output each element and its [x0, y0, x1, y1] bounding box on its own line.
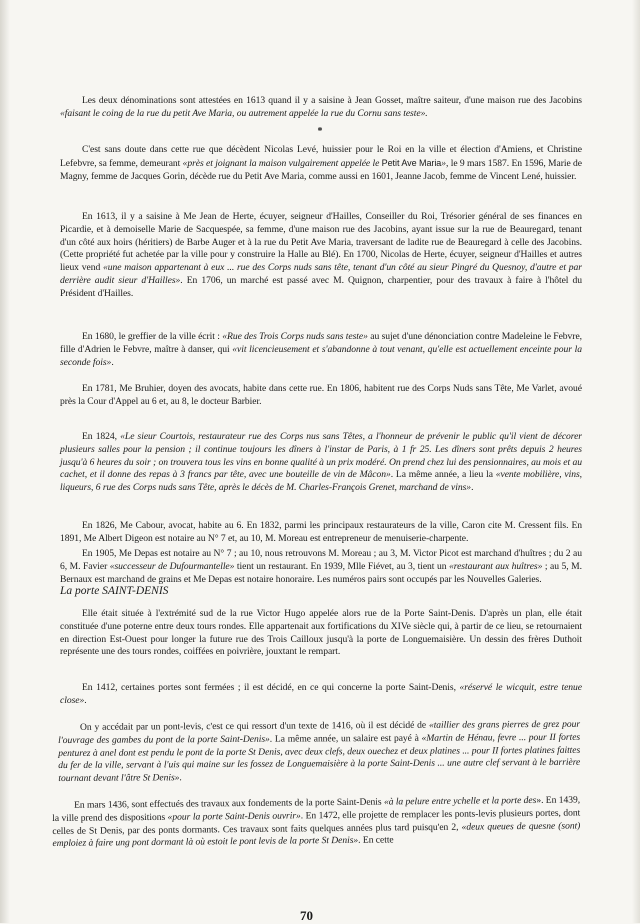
paragraph-text: En mars 1436, sont effectués des travaux aux fondements de la porte Saint-Denis — [73, 796, 384, 811]
paragraph-1 — [60, 95, 582, 121]
paragraph-text: Les deux dénominations sont attestées en 1613 quand il y a saisine à Jean Gosset, maître saiteur, d'une maison rue des Jacobins — [82, 95, 582, 106]
quotation: «pour la porte Saint-Denis ouvrir» — [167, 810, 301, 823]
paragraph-text: En 1905, Me Depas est notaire au N° 7 ; au 10, nous retrouvons M. Moreau ; au 3, M. Victor Picot est marchand d'huîtres ; du 2 au 6, M. Favier — [60, 548, 582, 572]
paragraph-text: Elle était située à l'extrémité sud de la rue Victor Hugo appelée alors rue de la Porte Saint-Denis. D'après un plan, elle était constituée d'une poterne entre deux tours rondes. Elle appartenait aux fortifications du XIVe siècle qui, à partir de ce lieu, se retournaient en direction Est-Ouest pour longer la future rue des Trois Cailloux jusqu'à la porte de Longuemaisière. Un dessin des frères Duthoit représente une des tours rondes, coiffées en poivrière, jouxtant le rempart. — [60, 608, 582, 658]
paragraph-text: au sujet d'une dénonciation contre Madeleine le Febvre, fille d'Adrien le Febvre, maître à danser, qui — [60, 331, 582, 355]
paragraph-text: En 1826, Me Cabour, avocat, habite au 6. En 1832, parmi les principaux restaurateurs de la ville, Caron cite M. Cressent fils. En 1891, Me Albert Digeon est notaire au N° 7 et, au 10, M. Moreau est entrepreneur de menuiserie-charpente. — [60, 520, 582, 544]
paragraph-text: , le 9 mars 1587. En 1596, Marie de Magny, femme de Jacques Gorin, décède rue du Petit Ave Maria, comme aussi en 1601, Jeanne Jacob, femme de Vincent Lené, huissier. — [60, 157, 583, 182]
section-separator: * — [317, 126, 323, 137]
paragraph-text: . En 1472, elle projette de remplacer les ponts-levis plusieurs portes, dont celles de St Denis, par des ponts dormants. Ces travaux sont faits quelques années plus tard puisqu'en 2, — [52, 807, 581, 837]
paragraph-text: En 1412, certaines portes sont fermées ; il est décidé, en ce qui concerne la porte Saint-Denis, — [82, 682, 460, 693]
paragraph-text: . En 1706, un marché est passé avec M. Quignon, charpentier, pour des travaux à faire à l'hôtel du Président d'Hailles. — [60, 274, 582, 299]
paragraph-text: . La même année, a lieu la — [390, 469, 496, 481]
quotation: «restaurant aux huîtres» — [449, 560, 543, 572]
quotation: «vente mobilière, vins, liqueurs, 6 rue des Corps nuds sans Tête, après le décès de M. Charles-François Grenet, marchand de vins» — [60, 469, 583, 494]
paragraph-text: . En cette — [358, 834, 394, 847]
paragraph-10 — [60, 682, 582, 708]
paragraph-2 — [60, 144, 582, 183]
paragraph-text: . — [111, 356, 114, 368]
paragraph-text: tient un restaurant. En 1939, Mlle Fiévet, au 3, tient un — [234, 560, 449, 572]
quotation: «deux queues de quesne (sont) emploiez à faire ung pont dormant là où estoit le pont levis de la porte St Denis» — [52, 820, 581, 850]
paragraph-text: En 1781, Me Bruhier, doyen des avocats, habite dans cette rue. En 1806, habitent rue des Corps Nuds sans Tête, Me Varlet, avoué près la Cour d'Appel au 6 et, au 8, le docteur Barbier. — [60, 383, 582, 407]
paragraph-text: . — [179, 772, 182, 784]
paragraph-text: En 1613, il y a saisine à Me Jean de Herte, écuyer, seigneur d'Hailles, Conseiller du Roi, Trésorier général de ses finances en Picardie, et à demoiselle Marie de Sacquespée, sa femme, d'une maison rue des Jacobins, ayant issue sur la rue de Beauregard, tenant d'un côté aux hoirs (héritiers) de Barbe Auger et à la rue du Petit Ave Maria, traversant de ladite rue de Beauregard à celle des Jacobins. (Cette propriété fut achetée par la ville pour y construire la Halle au Blé). En 1700, Nicolas de Herte, écuyer, seigneur d'Hailles et autres lieux vend — [60, 211, 582, 274]
quotation: «réservé le wicquit, estre tenue close» — [60, 682, 583, 706]
paragraph-text: ». En 1439, la ville prend des dispositions — [52, 794, 581, 824]
quotation: «une maison appartenant à eux ... rue des Corps nuds sans tête, tenant d'un côté au sieur Pingré du Quesnoy, d'autre et par derrière audit sieur d'Hailles» — [60, 262, 582, 286]
paragraph-text: ; au 5, M. Bernaux est marchand de grains et Me Depas est notaire honoraire. Les numéros pairs sont occupés par les Nouvelles Galeries. — [60, 560, 582, 585]
paragraph-text: En 1680, le greffier de la ville écrit : — [82, 331, 223, 342]
paragraph-8 — [60, 548, 582, 586]
paragraph-5 — [60, 383, 582, 409]
quotation: «successeur de Dufourmantelle» — [109, 560, 235, 572]
quotation: «faisant le coing de la rue du petit Ave Maria, ou autrement appelée la rue du Cornu sans teste». — [60, 107, 428, 119]
page-number: 70 — [300, 908, 313, 923]
quotation: «Le sieur Courtois, restaurateur rue des Corps nus sans Têtes, a l'honneur de prévenir le public qu'il vient de décorer plusieurs salles pour la pension ; il continue toujours les dîners à l'instar de Paris, à 1 fr 25. Les dîners sont prêts depuis 2 heures jusqu'à 6 heures du soir ; on trouvera tous les vins en bonne qualité à un prix modéré. On prend chez lui des pensionnaires, au mois et au cachet, et il donne des repas à 3 francs par tête, avec une bouteille de vin de Mâcon» — [60, 431, 582, 481]
quotation: «taillier des grans pierres de grez pour l'ouvrage des gambes du pont de la porte Saint-Denis» — [58, 718, 581, 746]
paragraph-4 — [60, 331, 582, 369]
quotation: «Martin de Hénau, fevre ... pour II fortes penturez à anel dont est pendu le pont de la porte St Denis, avec deux clefs, deux ouechez et deux platines ... pour II fortes platines faittes du fer de la ville, servant à l'uis qui maine sur les fossez de Longuemaisière à la porte Saint-Denis ... une autre clef servant à le barrière tournant devant l'âtre St Denis» — [58, 731, 581, 785]
section-heading: La porte SAINT-DENIS — [60, 585, 169, 597]
paragraph-12 — [52, 794, 581, 851]
quotation: «Rue des Trois Corps nuds sans teste» — [222, 331, 368, 342]
paragraph-text: . — [471, 482, 474, 494]
paragraph-9 — [60, 608, 582, 659]
place-name: Petit Ave Maria — [381, 157, 442, 168]
quotation-end: » — [441, 157, 447, 169]
paragraph-3 — [60, 211, 582, 301]
paragraph-6 — [60, 431, 582, 495]
paragraph-7 — [60, 520, 582, 546]
paragraph-text: . La même année, un salaire est payé à — [269, 732, 422, 745]
paragraph-text: . — [84, 694, 87, 706]
paragraph-text: C'est sans doute dans cette rue que décèdent Nicolas Levé, huissier pour le Roi en la ville et élection d'Amiens, et Christine Lefebvre, sa femme, demeurant — [60, 144, 582, 169]
quotation: «près et joignant la maison vulgairement appelée le — [182, 157, 382, 169]
paragraph-text: On y accédait par un pont-levis, c'est ce qui ressort d'un texte de 1416, où il est décidé de — [79, 719, 429, 733]
paragraph-text: En 1824, — [82, 431, 121, 442]
quotation: «à la pelure entre ychelle et la porte des — [383, 794, 537, 808]
paragraph-11 — [58, 719, 580, 786]
quotation: «vit licencieusement et s'abandonne à tout venant, qu'elle est actuellement enceinte pour la seconde fois» — [60, 343, 582, 368]
